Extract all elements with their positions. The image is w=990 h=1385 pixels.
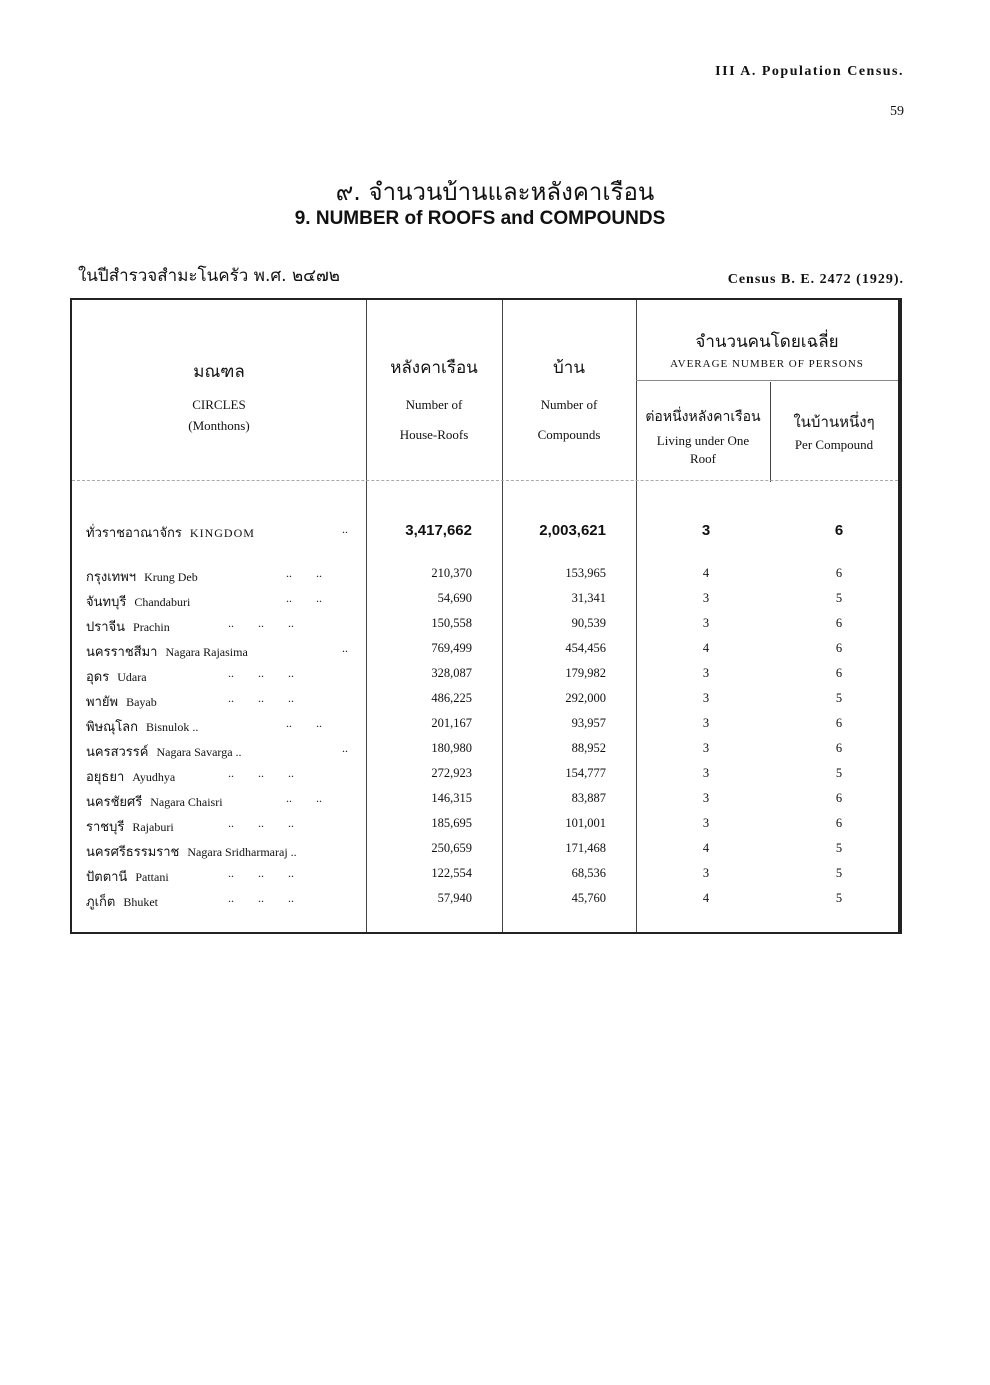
dots-cell: .. .. .. bbox=[228, 766, 294, 780]
compounds-cell: 31,341 bbox=[571, 591, 606, 605]
row-name bbox=[86, 522, 255, 543]
thai-cell: จันทบุรี bbox=[86, 595, 127, 610]
compounds-cell: 101,001 bbox=[565, 816, 606, 830]
per-compound-header-en: Per Compound bbox=[794, 437, 874, 452]
table-row bbox=[72, 841, 900, 865]
thai-cell: กรุงเทพฯ bbox=[86, 570, 137, 585]
per-roof-cell: 3 bbox=[702, 716, 710, 730]
roofs-cell: 210,370 bbox=[431, 566, 472, 580]
per-roof-cell: 3 bbox=[702, 691, 710, 705]
compounds-cell: 292,000 bbox=[565, 691, 606, 705]
thai-cell: ราชบุรี bbox=[86, 820, 125, 835]
per-roof-cell: 4 bbox=[702, 841, 710, 855]
english-cell: Ayudhya bbox=[132, 770, 176, 784]
roofs-cell: 250,659 bbox=[431, 841, 472, 855]
dots-cell: .. bbox=[342, 641, 348, 655]
english-cell: Krung Deb bbox=[144, 570, 198, 584]
thai-cell: ภูเก็ต bbox=[86, 895, 116, 910]
dots-cell: .. .. .. bbox=[228, 691, 294, 705]
row-name bbox=[86, 866, 169, 887]
roofs-cell: 54,690 bbox=[437, 591, 472, 605]
leader-dots: .. bbox=[342, 522, 348, 536]
dots-cell: .. .. bbox=[286, 716, 322, 730]
compounds-header-thai: บ้าน bbox=[553, 358, 585, 378]
table-row bbox=[72, 866, 900, 890]
compounds-cell: 179,982 bbox=[565, 666, 606, 680]
per-roof-cell: 3 bbox=[702, 866, 710, 880]
dots-cell: .. .. bbox=[286, 591, 322, 605]
english-cell: Pattani bbox=[135, 870, 169, 884]
roofs-cell: 180,980 bbox=[431, 741, 472, 755]
table-row bbox=[72, 616, 900, 640]
census-table bbox=[70, 298, 902, 934]
per-compound-header-thai: ในบ้านหนึ่งๆ bbox=[793, 413, 875, 431]
row-name bbox=[86, 641, 248, 662]
thai-cell: ปัตตานี bbox=[86, 870, 128, 885]
dots-cell: .. .. bbox=[286, 566, 322, 580]
per-compound-cell: 6 bbox=[835, 566, 843, 580]
per-roof-value: 3 bbox=[701, 522, 711, 539]
per-compound-cell: 6 bbox=[835, 616, 843, 630]
roofs-cell: 122,554 bbox=[431, 866, 472, 880]
compounds-cell: 171,468 bbox=[565, 841, 606, 855]
census-subtitle-english: Census B. E. 2472 (1929). bbox=[727, 272, 904, 287]
compounds-cell: 154,777 bbox=[565, 766, 606, 780]
per-roof-cell: 3 bbox=[702, 666, 710, 680]
circles-header-en: CIRCLES bbox=[192, 397, 246, 412]
per-compound-cell: 6 bbox=[835, 666, 843, 680]
per-compound-cell: 5 bbox=[835, 766, 843, 780]
row-name bbox=[86, 591, 190, 612]
english-cell: Nagara Savarga .. bbox=[156, 745, 242, 759]
per-compound-cell: 5 bbox=[835, 891, 843, 905]
census-subtitle-thai: ในปีสำรวจสำมะโนครัว พ.ศ. ๒๔๗๒ bbox=[78, 266, 341, 286]
roofs-cell: 328,087 bbox=[431, 666, 472, 680]
per-compound-cell: 5 bbox=[835, 691, 843, 705]
dots-cell: .. .. .. bbox=[228, 816, 294, 830]
roofs-cell: 150,558 bbox=[431, 616, 472, 630]
dots-cell: .. .. .. bbox=[228, 666, 294, 680]
compounds-cell: 88,952 bbox=[571, 741, 606, 755]
per-roof-cell: 4 bbox=[702, 891, 710, 905]
table-row bbox=[72, 716, 900, 740]
table-row bbox=[72, 741, 900, 765]
thai-cell: นครศรีธรรมราช bbox=[86, 845, 180, 860]
roofs-header-thai: หลังคาเรือน bbox=[390, 358, 478, 378]
dots-cell: .. .. bbox=[286, 791, 322, 805]
table-row bbox=[72, 766, 900, 790]
dots-cell: .. .. .. bbox=[228, 616, 294, 630]
table-row-total bbox=[72, 522, 900, 546]
table-row bbox=[72, 591, 900, 615]
per-roof-cell: 4 bbox=[702, 641, 710, 655]
header-rule bbox=[72, 480, 898, 481]
table-row bbox=[72, 891, 900, 915]
page-number: 59 bbox=[890, 104, 904, 119]
thai-cell: นครราชสีมา bbox=[86, 645, 158, 660]
english-cell: KINGDOM bbox=[189, 526, 255, 540]
thai-cell: อุดร bbox=[86, 670, 110, 685]
english-cell: Nagara Sridharmaraj .. bbox=[187, 845, 297, 859]
row-name bbox=[86, 766, 175, 787]
compounds-header-en-2: Compounds bbox=[537, 427, 601, 442]
thai-cell: อยุธยา bbox=[86, 770, 125, 785]
table-row bbox=[72, 666, 900, 690]
per-compound-cell: 6 bbox=[835, 791, 843, 805]
thai-cell: ปราจีน bbox=[86, 620, 126, 635]
per-roof-cell: 3 bbox=[702, 616, 710, 630]
per-roof-cell: 3 bbox=[702, 791, 710, 805]
row-name bbox=[86, 741, 242, 762]
per-compound-cell: 6 bbox=[835, 716, 843, 730]
english-cell: Bhuket bbox=[123, 895, 158, 909]
thai-cell: พายัพ bbox=[86, 695, 119, 710]
roofs-cell: 272,923 bbox=[431, 766, 472, 780]
table-row bbox=[72, 691, 900, 715]
compounds-header-en-1: Number of bbox=[540, 397, 598, 412]
roofs-cell: 185,695 bbox=[431, 816, 472, 830]
thai-cell: ทั่วราชอาณาจักร bbox=[86, 526, 182, 541]
average-header-thai: จำนวนคนโดยเฉลี่ย bbox=[695, 332, 839, 352]
compounds-cell: 68,536 bbox=[571, 866, 606, 880]
per-roof-header-thai: ต่อหนึ่งหลังคาเรือน bbox=[645, 409, 761, 425]
per-roof-cell: 3 bbox=[702, 766, 710, 780]
roofs-value: 3,417,662 bbox=[405, 522, 472, 539]
circles-header-sub: (Monthons) bbox=[188, 418, 250, 433]
table-row bbox=[72, 791, 900, 815]
table-row bbox=[72, 566, 900, 590]
thai-cell: นครสวรรค์ bbox=[86, 745, 149, 760]
compounds-cell: 93,957 bbox=[571, 716, 606, 730]
roofs-cell: 57,940 bbox=[437, 891, 472, 905]
english-cell: Rajaburi bbox=[132, 820, 174, 834]
header-rule bbox=[636, 380, 898, 381]
english-cell: Bayab bbox=[126, 695, 157, 709]
roofs-header-en-2: House-Roofs bbox=[399, 427, 469, 442]
row-name bbox=[86, 716, 198, 737]
table-row bbox=[72, 641, 900, 665]
per-roof-header-en-1: Living under One bbox=[656, 433, 750, 448]
english-cell: Chandaburi bbox=[134, 595, 191, 609]
per-roof-cell: 3 bbox=[702, 591, 710, 605]
circles-header-thai: มณฑล bbox=[193, 362, 245, 382]
thai-cell: นครชัยศรี bbox=[86, 795, 143, 810]
row-name bbox=[86, 566, 198, 587]
page-title-thai: ๙. จำนวนบ้านและหลังคาเรือน bbox=[335, 178, 655, 206]
roofs-cell: 486,225 bbox=[431, 691, 472, 705]
roofs-cell: 769,499 bbox=[431, 641, 472, 655]
table-row bbox=[72, 816, 900, 840]
running-head: III A. Population Census. bbox=[715, 64, 904, 79]
per-roof-header-en-2: Roof bbox=[690, 451, 716, 466]
compounds-cell: 153,965 bbox=[565, 566, 606, 580]
row-name bbox=[86, 666, 147, 687]
row-name bbox=[86, 691, 157, 712]
per-compound-cell: 6 bbox=[835, 741, 843, 755]
average-header-en: AVERAGE NUMBER OF PERSONS bbox=[670, 358, 864, 370]
per-compound-cell: 5 bbox=[835, 866, 843, 880]
per-compound-value: 6 bbox=[834, 522, 844, 539]
per-compound-cell: 6 bbox=[835, 816, 843, 830]
compounds-cell: 90,539 bbox=[571, 616, 606, 630]
compounds-cell: 454,456 bbox=[565, 641, 606, 655]
english-cell: Bisnulok .. bbox=[146, 720, 199, 734]
english-cell: Udara bbox=[117, 670, 147, 684]
row-name bbox=[86, 616, 170, 637]
compounds-cell: 45,760 bbox=[571, 891, 606, 905]
per-roof-cell: 3 bbox=[702, 816, 710, 830]
row-name bbox=[86, 791, 223, 812]
roofs-cell: 146,315 bbox=[431, 791, 472, 805]
dots-cell: .. .. .. bbox=[228, 866, 294, 880]
thai-cell: พิษณุโลก bbox=[86, 720, 139, 735]
dots-cell: .. bbox=[342, 741, 348, 755]
dots-cell: .. .. .. bbox=[228, 891, 294, 905]
roofs-header-en-1: Number of bbox=[405, 397, 463, 412]
per-compound-cell: 6 bbox=[835, 641, 843, 655]
english-cell: Nagara Chaisri bbox=[150, 795, 223, 809]
row-name bbox=[86, 841, 297, 862]
english-cell: Prachin bbox=[133, 620, 170, 634]
english-cell: Nagara Rajasima bbox=[165, 645, 248, 659]
page-title-english: 9. NUMBER of ROOFS and COMPOUNDS bbox=[294, 208, 666, 229]
roofs-cell: 201,167 bbox=[431, 716, 472, 730]
per-roof-cell: 3 bbox=[702, 741, 710, 755]
per-compound-cell: 5 bbox=[835, 841, 843, 855]
row-name bbox=[86, 816, 174, 837]
compounds-value: 2,003,621 bbox=[539, 522, 606, 539]
per-compound-cell: 5 bbox=[835, 591, 843, 605]
row-name bbox=[86, 891, 158, 912]
per-roof-cell: 4 bbox=[702, 566, 710, 580]
compounds-cell: 83,887 bbox=[571, 791, 606, 805]
